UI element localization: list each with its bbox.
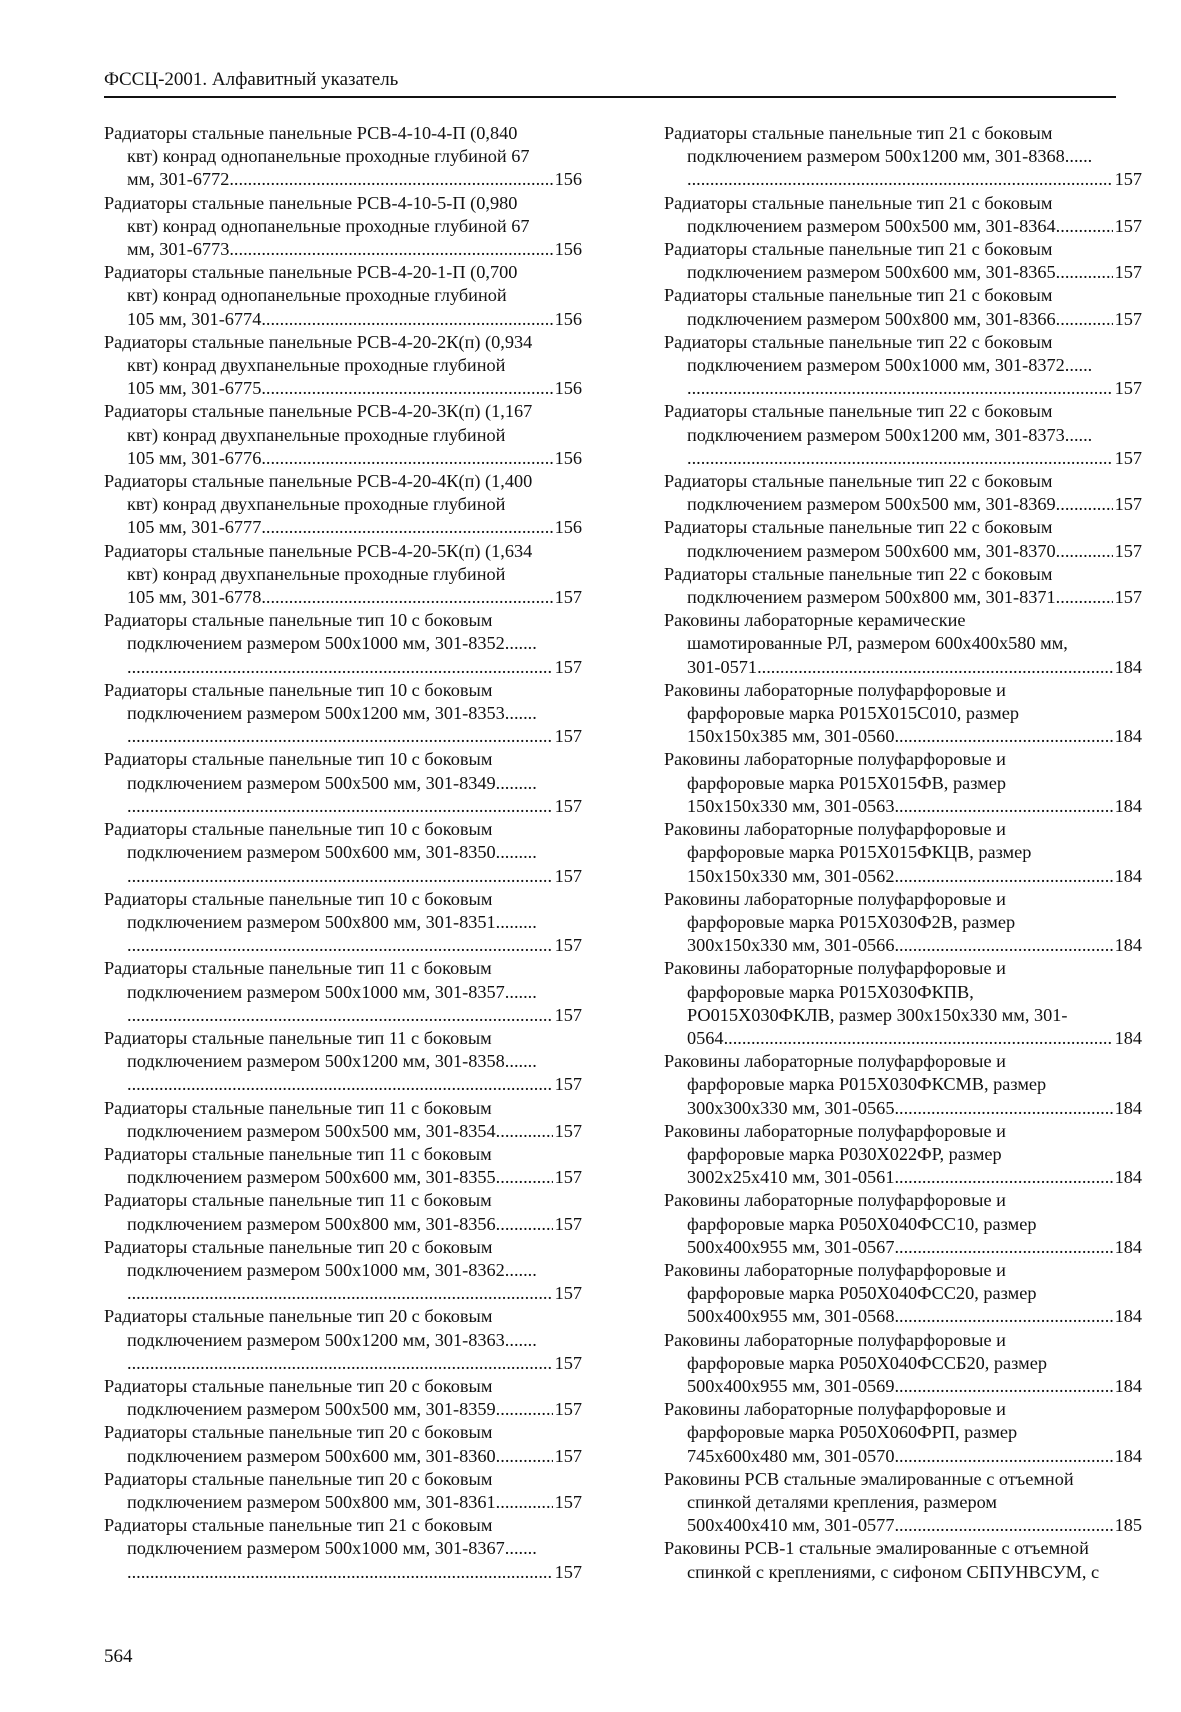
index-entry-line: РО015Х030ФКЛВ, размер 300х150х330 мм, 301- xyxy=(687,1004,1068,1025)
index-entry xyxy=(104,1097,582,1143)
index-entry-page: 156 xyxy=(554,169,582,190)
dot-leader xyxy=(127,1561,553,1584)
index-entry-line: подключением размером 500х800 мм, 301-8351......... xyxy=(127,911,537,932)
index-entry-page: 156 xyxy=(554,517,582,538)
index-entry-leader-line xyxy=(664,934,1142,957)
index-entry-leader-line xyxy=(104,377,582,400)
index-entry xyxy=(104,540,582,610)
index-entry-page: 157 xyxy=(1114,215,1142,236)
index-entry xyxy=(104,888,582,958)
index-entry-line: фарфоровые марка Р015Х030Ф2В, размер xyxy=(687,911,1016,932)
index-entry-page: 184 xyxy=(1114,656,1142,677)
index-entry-line: 300х150х330 мм, 301-0566 xyxy=(687,935,895,956)
index-entry xyxy=(104,1468,582,1514)
index-entry-line: Радиаторы стальные панельные тип 11 с боковым xyxy=(104,1190,492,1211)
index-entry xyxy=(664,888,1142,958)
dot-leader xyxy=(894,1166,1112,1189)
index-entry-page: 184 xyxy=(1114,1097,1142,1118)
index-entry xyxy=(664,1537,1142,1583)
index-entry-leader-line xyxy=(664,865,1142,888)
running-header-title: ФССЦ-2001. Алфавитный указатель xyxy=(104,69,399,90)
index-entry-line: Раковины лабораторные полуфарфоровые и xyxy=(664,888,1006,909)
index-entry-line: Радиаторы стальные панельные тип 11 с боковым xyxy=(104,1143,492,1164)
index-entry-line: подключением размером 500х600 мм, 301-8350......... xyxy=(127,842,537,863)
index-entry-leader-line xyxy=(104,308,582,331)
index-entry-line: Радиаторы стальные панельные тип 10 с боковым xyxy=(104,679,493,700)
index-entry-line: подключением размером 500х1000 мм, 301-8362....... xyxy=(127,1259,537,1280)
index-entry-line: фарфоровые марка Р015Х015ФВ, размер xyxy=(687,772,1006,793)
index-entry-leader-line xyxy=(664,308,1142,331)
index-entry-line: Радиаторы стальные панельные тип 11 с боковым xyxy=(104,1097,492,1118)
index-entry-line: Радиаторы стальные панельные тип 22 с боковым xyxy=(664,517,1053,538)
index-entry xyxy=(104,748,582,818)
index-entry-line: 300х300х330 мм, 301-0565 xyxy=(687,1097,895,1118)
dot-leader xyxy=(687,377,1113,400)
index-entry-leader-line xyxy=(104,586,582,609)
index-entry-leader-line xyxy=(104,168,582,191)
index-entry-line: Радиаторы стальные панельные тип 22 с боковым xyxy=(664,471,1053,492)
index-entry-line: 0564 xyxy=(687,1027,724,1048)
index-entry xyxy=(664,748,1142,818)
index-entry-leader-line xyxy=(664,377,1142,400)
index-entry-line: Раковины лабораторные полуфарфоровые и xyxy=(664,1329,1006,1350)
index-entry-line: квт) конрад однопанельные проходные глубиной 67 xyxy=(127,215,530,236)
index-entry-line: подключением размером 500х1200 мм, 301-8358....... xyxy=(127,1051,537,1072)
dot-leader xyxy=(687,447,1113,470)
index-entry-line: фарфоровые марка Р050Х060ФРП, размер xyxy=(687,1422,1018,1443)
index-entry xyxy=(104,1375,582,1421)
dot-leader xyxy=(1056,215,1113,238)
index-entry-line: Раковины лабораторные полуфарфоровые и xyxy=(664,1190,1006,1211)
index-entry-leader-line xyxy=(104,1491,582,1514)
index-entry-line: подключением размером 500х500 мм, 301-8369 xyxy=(687,494,1056,515)
dot-leader xyxy=(127,865,553,888)
dot-leader xyxy=(496,1491,553,1514)
dot-leader xyxy=(496,1213,553,1236)
index-entry xyxy=(664,1120,1142,1190)
index-entry xyxy=(104,1143,582,1189)
dot-leader xyxy=(127,1282,553,1305)
index-entry-page: 157 xyxy=(554,1445,582,1466)
dot-leader xyxy=(127,656,553,679)
index-entry-line: фарфоровые марка Р015Х030ФКСМВ, размер xyxy=(687,1074,1047,1095)
index-entry-line: Радиаторы стальные панельные тип 22 с боковым xyxy=(664,401,1053,422)
index-entry-page: 184 xyxy=(1114,1027,1142,1048)
index-entry-line: подключением размером 500х800 мм, 301-8366 xyxy=(687,308,1056,329)
index-entry-line: 500х400х955 мм, 301-0569 xyxy=(687,1375,895,1396)
index-entry-page: 157 xyxy=(554,1074,582,1095)
running-header xyxy=(104,68,1116,98)
index-entry-line: фарфоровые марка Р015Х030ФКПВ, xyxy=(687,981,974,1002)
index-entry-page: 184 xyxy=(1114,726,1142,747)
index-entry-page: 156 xyxy=(554,239,582,260)
index-entry xyxy=(664,957,1142,1050)
index-entry xyxy=(664,192,1142,238)
index-entry-line: Раковины лабораторные полуфарфоровые и xyxy=(664,749,1006,770)
index-entry-page: 156 xyxy=(554,308,582,329)
index-entry-line: квт) конрад двухпанельные проходные глубиной xyxy=(127,494,506,515)
dot-leader xyxy=(127,795,553,818)
index-entry xyxy=(664,679,1142,749)
index-entry-page: 157 xyxy=(1114,494,1142,515)
index-entry-line: подключением размером 500х1000 мм, 301-8367....... xyxy=(127,1538,537,1559)
dot-leader xyxy=(1056,493,1113,516)
index-entry xyxy=(104,400,582,470)
index-entry-line: фарфоровые марка Р015Х015С010, размер xyxy=(687,703,1019,724)
dot-leader xyxy=(496,1445,553,1468)
index-entry xyxy=(664,818,1142,888)
index-entry-page: 156 xyxy=(554,378,582,399)
index-entry-leader-line xyxy=(664,1027,1142,1050)
dot-leader xyxy=(894,1514,1112,1537)
index-entry-line: Раковины лабораторные полуфарфоровые и xyxy=(664,1259,1006,1280)
index-entry xyxy=(664,238,1142,284)
dot-leader xyxy=(757,656,1113,679)
dot-leader xyxy=(496,1166,553,1189)
index-entry-page: 157 xyxy=(554,587,582,608)
index-entry-leader-line xyxy=(104,1073,582,1096)
index-entry-line: квт) конрад двухпанельные проходные глубиной xyxy=(127,563,506,584)
index-entry-line: Радиаторы стальные панельные тип 21 с боковым xyxy=(664,192,1053,213)
index-entry-line: 105 мм, 301-6774 xyxy=(127,308,262,329)
index-entry-page: 157 xyxy=(554,1399,582,1420)
index-entry-page: 184 xyxy=(1114,1236,1142,1257)
index-entry-page: 157 xyxy=(554,1352,582,1373)
index-entry-line: 150х150х330 мм, 301-0562 xyxy=(687,865,895,886)
index-entry-line: подключением размером 500х1200 мм, 301-8373...... xyxy=(687,424,1093,445)
index-column-right xyxy=(664,122,1142,1584)
index-entry-leader-line xyxy=(104,795,582,818)
index-entry-line: подключением размером 500х500 мм, 301-8354 xyxy=(127,1120,496,1141)
index-entry-line: Раковины лабораторные полуфарфоровые и xyxy=(664,679,1006,700)
index-entry-line: Радиаторы стальные панельные тип 21 с боковым xyxy=(104,1515,493,1536)
index-entry xyxy=(664,1468,1142,1538)
dot-leader xyxy=(261,586,552,609)
index-entry-line: фарфоровые марка Р050Х040ФССБ20, размер xyxy=(687,1352,1047,1373)
index-entry-line: Радиаторы стальные панельные тип 20 с боковым xyxy=(104,1375,493,1396)
index-entry xyxy=(104,609,582,679)
index-entry-line: Радиаторы стальные панельные тип 20 с боковым xyxy=(104,1468,493,1489)
index-entry-line: Радиаторы стальные панельные тип 11 с боковым xyxy=(104,958,492,979)
index-entry xyxy=(664,470,1142,516)
index-entry xyxy=(664,1050,1142,1120)
dot-leader xyxy=(724,1027,1113,1050)
index-entry-page: 157 xyxy=(554,1167,582,1188)
dot-leader xyxy=(894,1375,1112,1398)
index-entry xyxy=(104,261,582,331)
index-entry-line: подключением размером 500х500 мм, 301-8349......... xyxy=(127,772,537,793)
index-entry-page: 157 xyxy=(554,726,582,747)
index-entry xyxy=(104,1421,582,1467)
index-entry-leader-line xyxy=(664,1375,1142,1398)
index-entry-line: мм, 301-6772 xyxy=(127,169,230,190)
index-entry-leader-line xyxy=(664,1514,1142,1537)
index-entry xyxy=(104,679,582,749)
dot-leader xyxy=(496,1120,553,1143)
index-entry-leader-line xyxy=(104,1561,582,1584)
index-entry-line: подключением размером 500х600 мм, 301-8370 xyxy=(687,540,1056,561)
index-entry-line: Раковины РСВ стальные эмалированные с отъемной xyxy=(664,1468,1074,1489)
dot-leader xyxy=(1056,540,1113,563)
index-entry-leader-line xyxy=(664,586,1142,609)
dot-leader xyxy=(261,516,552,539)
index-entry-line: Радиаторы стальные панельные РСВ-4-20-3К(п) (1,167 xyxy=(104,401,533,422)
index-entry-page: 184 xyxy=(1114,1167,1142,1188)
index-entry-leader-line xyxy=(104,1398,582,1421)
page-number: 564 xyxy=(104,1646,133,1667)
index-entry-page: 157 xyxy=(554,1491,582,1512)
index-entry-line: мм, 301-6773 xyxy=(127,239,230,260)
index-entry-leader-line xyxy=(104,1004,582,1027)
index-entry-page: 157 xyxy=(1114,169,1142,190)
index-entry xyxy=(664,609,1142,679)
index-entry-line: Радиаторы стальные панельные РСВ-4-20-2К(п) (0,934 xyxy=(104,331,533,352)
index-entry-leader-line xyxy=(664,1305,1142,1328)
index-entry-page: 157 xyxy=(1114,308,1142,329)
index-entry-line: подключением размером 500х1000 мм, 301-8352....... xyxy=(127,633,537,654)
index-entry-line: подключением размером 500х800 мм, 301-8356 xyxy=(127,1213,496,1234)
index-entry xyxy=(104,1514,582,1584)
index-entry-page: 185 xyxy=(1114,1515,1142,1536)
index-entry-page: 157 xyxy=(554,1561,582,1582)
index-entry-leader-line xyxy=(104,516,582,539)
index-entry-line: Радиаторы стальные панельные тип 21 с боковым xyxy=(664,285,1053,306)
index-entry-page: 184 xyxy=(1114,1375,1142,1396)
index-entry xyxy=(104,470,582,540)
index-entry-page: 157 xyxy=(554,795,582,816)
index-entry-line: Радиаторы стальные панельные тип 20 с боковым xyxy=(104,1306,493,1327)
dot-leader xyxy=(894,795,1112,818)
index-entry xyxy=(664,400,1142,470)
dot-leader xyxy=(894,725,1112,748)
index-entry xyxy=(104,192,582,262)
index-entry-leader-line xyxy=(104,238,582,261)
index-entry xyxy=(104,331,582,401)
index-entry-line: Радиаторы стальные панельные РСВ-4-20-1-П (0,700 xyxy=(104,262,518,283)
index-entry xyxy=(664,1189,1142,1259)
index-entry-line: подключением размером 500х1000 мм, 301-8372...... xyxy=(687,355,1093,376)
index-entry-line: Радиаторы стальные панельные тип 10 с боковым xyxy=(104,819,493,840)
dot-leader xyxy=(687,168,1113,191)
index-entry-line: Раковины лабораторные полуфарфоровые и xyxy=(664,1051,1006,1072)
index-entry xyxy=(104,1305,582,1375)
index-entry-leader-line xyxy=(664,261,1142,284)
index-entry-line: подключением размером 500х500 мм, 301-8359 xyxy=(127,1399,496,1420)
index-entry-line: подключением размером 500х1200 мм, 301-8368...... xyxy=(687,146,1093,167)
index-entry-line: квт) конрад однопанельные проходные глубиной 67 xyxy=(127,146,530,167)
index-entry-line: 3002х25х410 мм, 301-0561 xyxy=(687,1167,895,1188)
index-entry-leader-line xyxy=(104,934,582,957)
index-entry-page: 157 xyxy=(554,656,582,677)
index-entry xyxy=(104,818,582,888)
index-entry-line: 105 мм, 301-6778 xyxy=(127,587,262,608)
dot-leader xyxy=(261,377,552,400)
index-entry-line: спинкой деталями крепления, размером xyxy=(687,1491,997,1512)
index-entry-line: подключением размером 500х500 мм, 301-8364 xyxy=(687,215,1056,236)
index-entry-page: 157 xyxy=(1114,587,1142,608)
index-entry-leader-line xyxy=(664,656,1142,679)
index-entry-page: 184 xyxy=(1114,1445,1142,1466)
index-entry xyxy=(664,284,1142,330)
index-entry-leader-line xyxy=(104,865,582,888)
index-entry-page: 157 xyxy=(1114,378,1142,399)
index-entry-line: квт) конрад двухпанельные проходные глубиной xyxy=(127,424,506,445)
index-entry-line: фарфоровые марка Р015Х015ФКЦВ, размер xyxy=(687,842,1032,863)
index-entry-line: фарфоровые марка Р050Х040ФСС10, размер xyxy=(687,1213,1037,1234)
dot-leader xyxy=(894,1305,1112,1328)
index-entry-line: подключением размером 500х1000 мм, 301-8357....... xyxy=(127,981,537,1002)
dot-leader xyxy=(261,308,552,331)
index-entry-line: подключением размером 500х600 мм, 301-8360 xyxy=(127,1445,496,1466)
index-entry-line: 105 мм, 301-6775 xyxy=(127,378,262,399)
index-entry-line: Раковины лабораторные полуфарфоровые и xyxy=(664,819,1006,840)
dot-leader xyxy=(894,934,1112,957)
dot-leader xyxy=(894,1097,1112,1120)
index-entry-line: Радиаторы стальные панельные тип 10 с боковым xyxy=(104,888,493,909)
index-entry-page: 157 xyxy=(554,1120,582,1141)
index-entry xyxy=(104,1189,582,1235)
dot-leader xyxy=(127,725,553,748)
index-entry xyxy=(664,331,1142,401)
index-entry-line: 500х400х410 мм, 301-0577 xyxy=(687,1515,895,1536)
index-entry-leader-line xyxy=(104,1445,582,1468)
index-entry-line: Раковины лабораторные полуфарфоровые и xyxy=(664,1120,1006,1141)
index-column-left xyxy=(104,122,582,1584)
index-entry xyxy=(664,1259,1142,1329)
index-entry-line: 105 мм, 301-6777 xyxy=(127,517,262,538)
index-entry-line: квт) конрад однопанельные проходные глубиной xyxy=(127,285,507,306)
index-entry-leader-line xyxy=(104,1282,582,1305)
index-entry-line: Раковины лабораторные полуфарфоровые и xyxy=(664,958,1006,979)
index-entry-line: Радиаторы стальные панельные РСВ-4-20-5К(п) (1,634 xyxy=(104,540,533,561)
index-entry-line: спинкой с креплениями, с сифоном СБПУНВСУМ, с xyxy=(687,1561,1100,1582)
dot-leader xyxy=(127,1004,553,1027)
index-entry-line: подключением размером 500х1200 мм, 301-8363....... xyxy=(127,1329,537,1350)
index-entry-line: Радиаторы стальные панельные тип 22 с боковым xyxy=(664,331,1053,352)
index-entry-leader-line xyxy=(664,1445,1142,1468)
index-entry-line: 150х150х330 мм, 301-0563 xyxy=(687,795,895,816)
dot-leader xyxy=(496,1398,553,1421)
index-entry-leader-line xyxy=(664,725,1142,748)
dot-leader xyxy=(894,865,1112,888)
index-entry-page: 184 xyxy=(1114,1306,1142,1327)
dot-leader xyxy=(894,1236,1112,1259)
index-entry-line: подключением размером 500х800 мм, 301-8371 xyxy=(687,587,1056,608)
index-entry xyxy=(664,1398,1142,1468)
index-entry-line: Радиаторы стальные панельные тип 21 с боковым xyxy=(664,239,1053,260)
index-entry xyxy=(104,1236,582,1306)
dot-leader xyxy=(894,1445,1112,1468)
dot-leader xyxy=(1056,308,1113,331)
index-entry-page: 184 xyxy=(1114,935,1142,956)
index-entry-page: 157 xyxy=(554,1004,582,1025)
index-entry-leader-line xyxy=(104,656,582,679)
index-entry-line: 105 мм, 301-6776 xyxy=(127,447,262,468)
index-entry-page: 157 xyxy=(554,1213,582,1234)
index-entry xyxy=(664,1329,1142,1399)
index-entry-leader-line xyxy=(104,725,582,748)
index-entry-leader-line xyxy=(104,1352,582,1375)
index-entry-line: подключением размером 500х600 мм, 301-8365 xyxy=(687,262,1056,283)
index-entry-leader-line xyxy=(664,795,1142,818)
index-entry-page: 157 xyxy=(554,935,582,956)
index-entry xyxy=(104,122,582,192)
index-entry-line: 500х400х955 мм, 301-0567 xyxy=(687,1236,895,1257)
index-entry-page: 184 xyxy=(1114,865,1142,886)
index-entry-line: Радиаторы стальные панельные РСВ-4-10-5-П (0,980 xyxy=(104,192,518,213)
index-entry-leader-line xyxy=(664,168,1142,191)
index-entry xyxy=(664,516,1142,562)
index-entry-leader-line xyxy=(104,1213,582,1236)
index-entry-leader-line xyxy=(664,447,1142,470)
index-entry xyxy=(664,563,1142,609)
index-entry-line: Радиаторы стальные панельные тип 10 с боковым xyxy=(104,749,493,770)
index-entry-page: 157 xyxy=(554,1283,582,1304)
index-entry-page: 157 xyxy=(1114,540,1142,561)
index-entry-line: Радиаторы стальные панельные тип 20 с боковым xyxy=(104,1422,493,1443)
index-entry-leader-line xyxy=(664,1097,1142,1120)
index-entry-page: 156 xyxy=(554,447,582,468)
index-entry-line: Радиаторы стальные панельные РСВ-4-10-4-П (0,840 xyxy=(104,123,518,143)
index-entry-leader-line xyxy=(104,447,582,470)
index-entry-line: Раковины лабораторные полуфарфоровые и xyxy=(664,1399,1006,1420)
index-entry-line: Радиаторы стальные панельные тип 20 с боковым xyxy=(104,1236,493,1257)
dot-leader xyxy=(1056,586,1113,609)
index-entry-line: 500х400х955 мм, 301-0568 xyxy=(687,1306,895,1327)
index-entry-leader-line xyxy=(664,1166,1142,1189)
dot-leader xyxy=(229,168,552,191)
index-entry-page: 184 xyxy=(1114,795,1142,816)
index-entry-line: квт) конрад двухпанельные проходные глубиной xyxy=(127,355,506,376)
index-entry-line: 745х600х480 мм, 301-0570 xyxy=(687,1445,895,1466)
index-entry-line: Радиаторы стальные панельные РСВ-4-20-4К(п) (1,400 xyxy=(104,471,533,492)
dot-leader xyxy=(127,1352,553,1375)
index-entry-line: Раковины лабораторные керамические xyxy=(664,610,966,631)
index-entry-line: фарфоровые марка Р030Х022ФР, размер xyxy=(687,1143,1002,1164)
index-entry-line: 301-0571 xyxy=(687,656,758,677)
index-entry-line: Раковины РСВ-1 стальные эмалированные с отъемной xyxy=(664,1538,1089,1559)
dot-leader xyxy=(1056,261,1113,284)
index-entry-line: шамотированные РЛ, размером 600х400х580 мм, xyxy=(687,633,1068,654)
index-entry-leader-line xyxy=(104,1120,582,1143)
index-entry-line: подключением размером 500х600 мм, 301-8355 xyxy=(127,1167,496,1188)
index-entry-line: Радиаторы стальные панельные тип 11 с боковым xyxy=(104,1027,492,1048)
index-entry-leader-line xyxy=(104,1166,582,1189)
index-entry-line: Радиаторы стальные панельные тип 10 с боковым xyxy=(104,610,493,631)
index-entry xyxy=(104,1027,582,1097)
index-entry-line: подключением размером 500х800 мм, 301-8361 xyxy=(127,1491,496,1512)
index-entry-page: 157 xyxy=(554,865,582,886)
dot-leader xyxy=(229,238,552,261)
index-entry-line: Радиаторы стальные панельные тип 21 с боковым xyxy=(664,123,1053,143)
index-entry-line: подключением размером 500х1200 мм, 301-8353....... xyxy=(127,703,537,724)
dot-leader xyxy=(261,447,552,470)
index-entry-leader-line xyxy=(664,540,1142,563)
index-entry-leader-line xyxy=(664,493,1142,516)
index-entry-page: 157 xyxy=(1114,262,1142,283)
index-entry-line: фарфоровые марка Р050Х040ФСС20, размер xyxy=(687,1283,1037,1304)
index-entry xyxy=(104,957,582,1027)
index-entry-leader-line xyxy=(664,1236,1142,1259)
index-entry-line: Радиаторы стальные панельные тип 22 с боковым xyxy=(664,563,1053,584)
index-entry xyxy=(664,122,1142,192)
dot-leader xyxy=(127,1073,553,1096)
index-entry-page: 157 xyxy=(1114,447,1142,468)
dot-leader xyxy=(127,934,553,957)
index-entry-line: 150х150х385 мм, 301-0560 xyxy=(687,726,895,747)
index-entry-leader-line xyxy=(664,215,1142,238)
